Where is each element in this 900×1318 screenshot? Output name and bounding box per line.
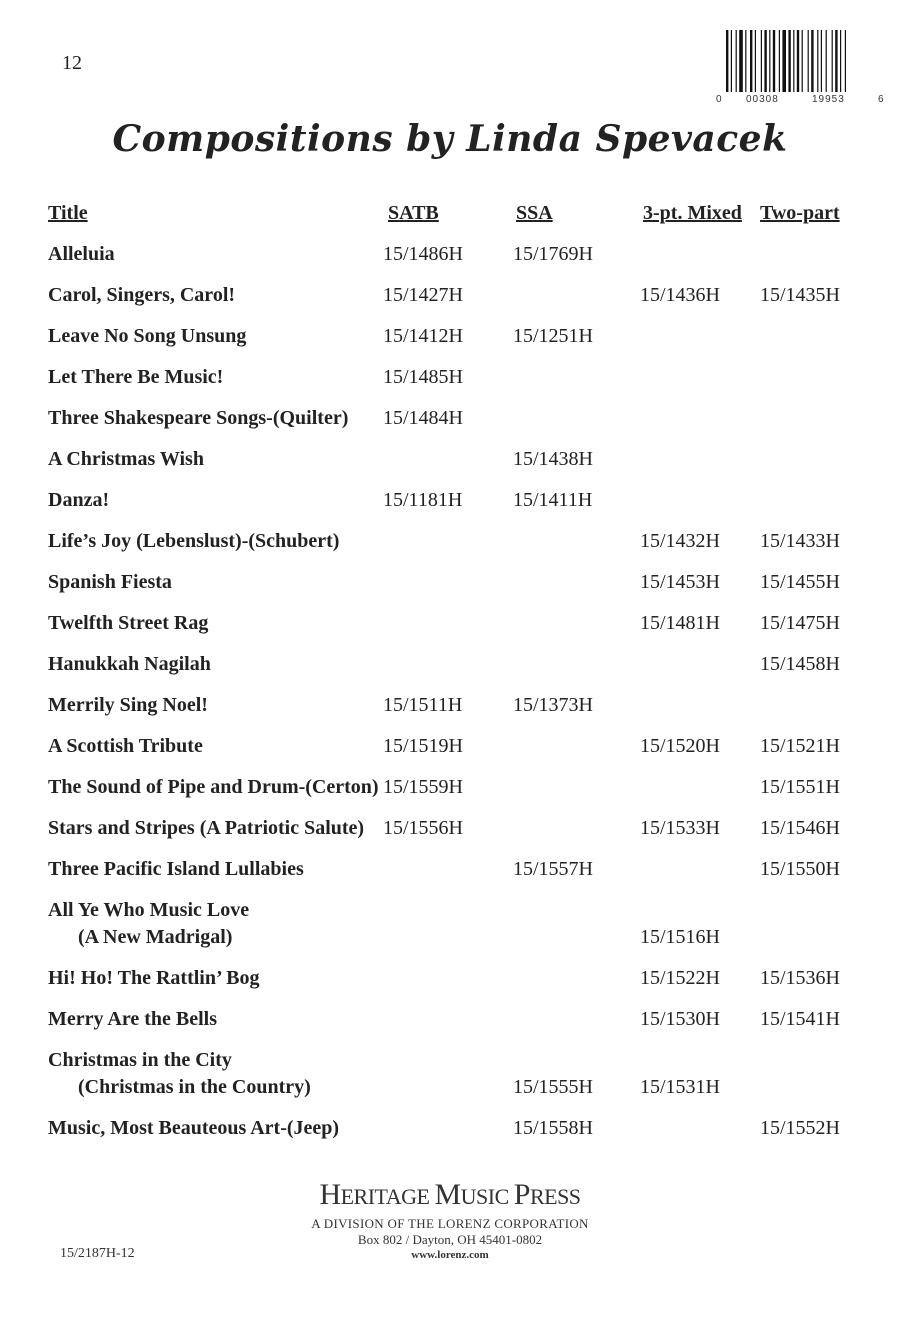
barcode-bar — [793, 30, 794, 92]
table-row — [48, 651, 858, 692]
barcode-digit: 19953 — [812, 94, 845, 105]
two-part-code: 15/1541H — [760, 1008, 840, 1030]
barcode-bar — [755, 30, 756, 92]
two-part-code: 15/1433H — [760, 530, 840, 552]
satb-code: 15/1556H — [383, 817, 463, 839]
3pt-mixed-code: 15/1436H — [640, 284, 720, 306]
barcode-bar — [761, 30, 762, 92]
two-part-code: 15/1455H — [760, 571, 840, 593]
two-part-code: 15/1435H — [760, 284, 840, 306]
3pt-mixed-code: 15/1520H — [640, 735, 720, 757]
composition-title — [48, 692, 208, 719]
satb-code: 15/1412H — [383, 325, 463, 347]
composition-title — [48, 897, 249, 951]
barcode-bar — [739, 30, 743, 92]
title-line: Merrily Sing Noel! — [48, 694, 208, 716]
composition-title — [48, 651, 211, 678]
title-line: A Scottish Tribute — [48, 735, 203, 757]
composition-title — [48, 282, 235, 309]
satb-code: 15/1511H — [383, 694, 463, 716]
barcode-icon — [726, 30, 874, 92]
composition-title — [48, 446, 204, 473]
barcode-bar — [835, 30, 837, 92]
ssa-code: 15/1373H — [513, 694, 593, 716]
composition-title — [48, 405, 348, 432]
3pt-mixed-code: 15/1453H — [640, 571, 720, 593]
barcode-bar — [726, 30, 728, 92]
table-row — [48, 733, 858, 774]
title-line: Carol, Singers, Carol! — [48, 284, 236, 306]
satb-code: 15/1484H — [383, 407, 463, 429]
barcode-bar — [808, 30, 809, 92]
title-line: Merry Are the Bells — [48, 1008, 218, 1030]
title-line: (A New Madrigal) — [78, 926, 233, 948]
two-part-code: 15/1475H — [760, 612, 840, 634]
composition-title — [48, 610, 208, 637]
page-heading: Compositions by Linda Spevacek — [112, 118, 788, 160]
table-row — [48, 569, 858, 610]
publisher-footer — [0, 1178, 900, 1262]
barcode-digit: 6 — [878, 94, 885, 105]
publisher-name-rest: USIC — [460, 1184, 514, 1209]
table-row — [48, 1115, 858, 1156]
barcode-bar — [845, 30, 846, 92]
ssa-code: 15/1438H — [513, 448, 593, 470]
publisher-website: www.lorenz.com — [411, 1249, 489, 1261]
table-row — [48, 364, 858, 405]
satb-code: 15/1519H — [383, 735, 463, 757]
publisher-name-rest: RESS — [529, 1184, 581, 1209]
publisher-name — [0, 1178, 900, 1214]
barcode-bar — [731, 30, 732, 92]
3pt-mixed-code: 15/1533H — [640, 817, 720, 839]
two-part-code: 15/1546H — [760, 817, 840, 839]
ssa-code: 15/1251H — [513, 325, 593, 347]
publisher-address: Box 802 / Dayton, OH 45401-0802 — [357, 1232, 543, 1247]
table-row — [48, 965, 858, 1006]
barcode-bar — [821, 30, 822, 92]
composition-title — [48, 1047, 311, 1101]
barcode-bar — [764, 30, 766, 92]
3pt-mixed-code: 15/1516H — [640, 926, 720, 948]
ssa-code: 15/1411H — [513, 489, 593, 511]
ssa-code: 15/1555H — [513, 1076, 593, 1098]
ssa-code: 15/1557H — [513, 858, 593, 880]
publisher-division: A DIVISION OF THE LORENZ CORPORATION — [311, 1216, 589, 1231]
table-row — [48, 446, 858, 487]
barcode-bar — [769, 30, 770, 92]
title-line: Danza! — [48, 489, 110, 511]
header-satb: SATB — [388, 202, 439, 224]
satb-code: 15/1486H — [383, 243, 463, 265]
barcode-bar — [802, 30, 803, 92]
composition-title — [48, 1006, 217, 1033]
composition-title — [48, 569, 172, 596]
ssa-code: 15/1558H — [513, 1117, 593, 1139]
barcode-bar — [736, 30, 737, 92]
two-part-code: 15/1550H — [760, 858, 840, 880]
barcode-bar — [832, 30, 833, 92]
3pt-mixed-code: 15/1531H — [640, 1076, 720, 1098]
3pt-mixed-code: 15/1481H — [640, 612, 720, 634]
table-row — [48, 1047, 858, 1115]
title-line: Hi! Ho! The Rattlin’ Bog — [48, 967, 260, 989]
barcode-bar — [817, 30, 818, 92]
barcode — [716, 30, 884, 108]
barcode-bar — [779, 30, 780, 92]
title-line: Twelfth Street Rag — [48, 612, 209, 634]
barcode-bar — [840, 30, 841, 92]
barcode-bar — [782, 30, 786, 92]
publisher-name-initial: M — [434, 1178, 461, 1211]
barcode-bar — [773, 30, 775, 92]
title-line: Hanukkah Nagilah — [48, 653, 211, 675]
publisher-name-initial: H — [319, 1178, 341, 1211]
two-part-code: 15/1521H — [760, 735, 840, 757]
table-row — [48, 241, 858, 282]
composition-title — [48, 1115, 339, 1142]
satb-code: 15/1485H — [383, 366, 463, 388]
table-row — [48, 1006, 858, 1047]
publisher-name-rest: ERITAGE — [340, 1184, 435, 1209]
table-row — [48, 610, 858, 651]
table-row — [48, 692, 858, 733]
table-header — [48, 200, 858, 241]
barcode-bar — [811, 30, 813, 92]
table-row — [48, 528, 858, 569]
title-line: (Christmas in the Country) — [78, 1076, 311, 1098]
publisher-name-initial: P — [513, 1178, 530, 1211]
title-line: A Christmas Wish — [48, 448, 204, 470]
table-row — [48, 774, 858, 815]
title-line: Three Pacific Island Lullabies — [48, 858, 304, 880]
header-ssa: SSA — [516, 202, 553, 224]
composition-title — [48, 733, 203, 760]
composition-title — [48, 364, 223, 391]
barcode-bar — [797, 30, 799, 92]
composition-title — [48, 965, 259, 992]
title-line: Christmas in the City — [48, 1049, 232, 1071]
table-row — [48, 487, 858, 528]
barcode-bar — [788, 30, 790, 92]
two-part-code: 15/1552H — [760, 1117, 840, 1139]
composition-title — [48, 774, 379, 801]
composition-title — [48, 815, 364, 842]
satb-code: 15/1427H — [383, 284, 463, 306]
title-line: Stars and Stripes (A Patriotic Salute) — [48, 817, 365, 839]
header-3pt-mixed: 3-pt. Mixed — [643, 202, 742, 224]
3pt-mixed-code: 15/1432H — [640, 530, 720, 552]
title-line: Life’s Joy (Lebenslust)-(Schubert) — [48, 530, 340, 552]
title-line: Let There Be Music! — [48, 366, 224, 388]
barcode-bar — [750, 30, 752, 92]
title-line: Alleluia — [48, 243, 115, 265]
table-row — [48, 856, 858, 897]
header-title: Title — [48, 202, 88, 224]
title-line: The Sound of Pipe and Drum-(Certon) — [48, 776, 379, 798]
barcode-bar — [826, 30, 827, 92]
barcode-digit: 0 — [716, 94, 723, 105]
table-row — [48, 815, 858, 856]
barcode-bar — [745, 30, 746, 92]
two-part-code: 15/1536H — [760, 967, 840, 989]
title-line: Music, Most Beauteous Art-(Jeep) — [48, 1117, 340, 1139]
composition-title — [48, 528, 339, 555]
table-row — [48, 323, 858, 364]
composition-title — [48, 241, 115, 268]
header-two-part: Two-part — [760, 202, 840, 224]
composition-title — [48, 323, 246, 350]
two-part-code: 15/1458H — [760, 653, 840, 675]
table-body — [48, 241, 858, 1156]
satb-code: 15/1181H — [383, 489, 463, 511]
ssa-code: 15/1769H — [513, 243, 593, 265]
composition-title — [48, 487, 109, 514]
satb-code: 15/1559H — [383, 776, 463, 798]
composition-title — [48, 856, 304, 883]
page-number: 12 — [62, 52, 82, 74]
3pt-mixed-code: 15/1530H — [640, 1008, 720, 1030]
title-line: Leave No Song Unsung — [48, 325, 247, 347]
title-line: Spanish Fiesta — [48, 571, 172, 593]
barcode-digit: 00308 — [746, 94, 779, 105]
table-row — [48, 897, 858, 965]
table-row — [48, 282, 858, 323]
catalog-number: 15/2187H-12 — [60, 1246, 135, 1261]
3pt-mixed-code: 15/1522H — [640, 967, 720, 989]
two-part-code: 15/1551H — [760, 776, 840, 798]
compositions-table — [48, 200, 858, 1156]
table-row — [48, 405, 858, 446]
title-line: All Ye Who Music Love — [48, 899, 250, 921]
title-line: Three Shakespeare Songs-(Quilter) — [48, 407, 349, 429]
